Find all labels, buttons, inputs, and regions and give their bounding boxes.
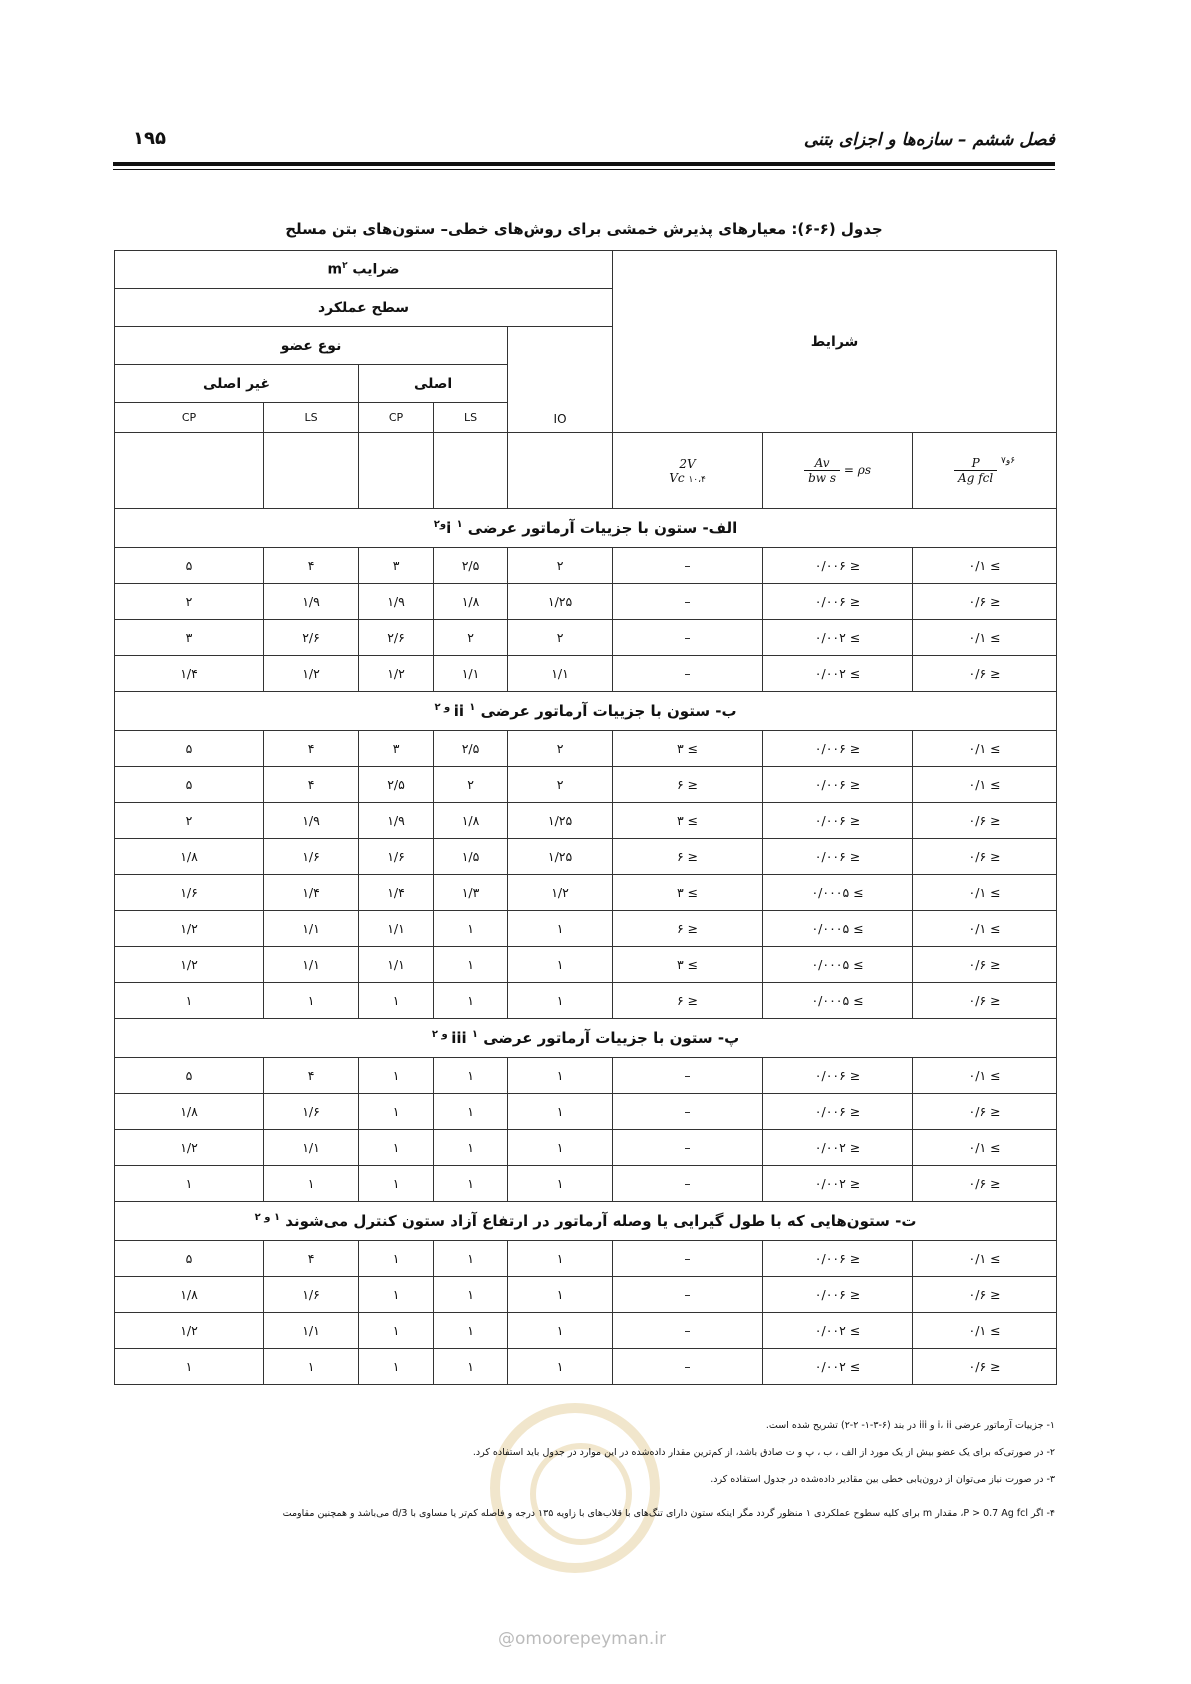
table-cell: ۱ (359, 1241, 434, 1277)
table-cell: ≥ ۰/۰۰۲ (763, 620, 913, 656)
table-cell: – (613, 584, 763, 620)
table-cell: ≤ ۰/۰۰۶ (763, 731, 913, 767)
table-cell: ۲/۵ (434, 548, 508, 584)
shear-ratio-header: 2V ۱۰،۴ Vc (613, 433, 763, 509)
empty-cell (115, 433, 264, 509)
table-cell: ۱/۶ (264, 1094, 359, 1130)
table-row (115, 548, 1057, 584)
table-cell: ۱ (508, 1130, 613, 1166)
table-cell: ≤ ۰/۶ (913, 1349, 1057, 1385)
table-cell: ۱/۶ (115, 875, 264, 911)
table-cell: ۱/۹ (264, 584, 359, 620)
rho-ratio-header: ρs = $\frac{Av}{\text{bw s}}$ (763, 433, 913, 509)
footnote: ۱- جزییات آرماتور عرضی i، ii و iii در بند (۶-۳-۱- ۲-۲) تشریح شده است. (765, 1420, 1055, 1431)
table-row (115, 839, 1057, 875)
table-cell: ۲ (508, 731, 613, 767)
table-cell: ۴ (264, 731, 359, 767)
table-cell: ۱ (359, 983, 434, 1019)
table-cell: – (613, 656, 763, 692)
section-row (115, 1019, 1057, 1058)
table-cell: ≤ ۶ (613, 911, 763, 947)
table-cell: ۱ (434, 983, 508, 1019)
table-cell: ≤ ۰/۰۰۲ (763, 1130, 913, 1166)
table-cell: ۱/۲ (115, 1313, 264, 1349)
table-cell: ۱ (359, 1058, 434, 1094)
table-cell: ≤ ۰/۰۰۶ (763, 1058, 913, 1094)
table-cell: ۱ (264, 983, 359, 1019)
table-cell: ۱ (434, 1094, 508, 1130)
table-cell: ۳ (115, 620, 264, 656)
table-row (115, 1058, 1057, 1094)
secondary-cp-header: CP (115, 403, 264, 433)
table-cell: ۱ (434, 947, 508, 983)
table-cell: ۱ (508, 911, 613, 947)
table-cell: ۳ (359, 548, 434, 584)
table-cell: ۵ (115, 731, 264, 767)
section-row (115, 1202, 1057, 1241)
table-cell: ≤ ۰/۶ (913, 983, 1057, 1019)
table-cell: ۱ (508, 1058, 613, 1094)
table-cell: ≥ ۰/۱ (913, 1241, 1057, 1277)
table-cell: ۲/۵ (434, 731, 508, 767)
member-type-header: نوع عضو (115, 327, 508, 365)
table-cell: ۱/۲ (508, 875, 613, 911)
table-row (115, 767, 1057, 803)
table-row (115, 1241, 1057, 1277)
table-cell: ۲/۵ (359, 767, 434, 803)
table-cell: ≥ ۰/۱ (913, 767, 1057, 803)
table-cell: ۱ (359, 1166, 434, 1202)
table-cell: – (613, 1277, 763, 1313)
table-cell: ≤ ۰/۶ (913, 1094, 1057, 1130)
table-row (115, 584, 1057, 620)
table-cell: ۲ (434, 767, 508, 803)
table-cell: ۱/۱ (434, 656, 508, 692)
table-cell: ۱/۲ (359, 656, 434, 692)
table-cell: ≤ ۰/۰۰۶ (763, 767, 913, 803)
section-title: ت- ستون‌هایی که با طول گیرایی یا وصله آرماتور در ارتفاع آزاد ستون کنترل می‌شوند $^{۱ و ۲}$ (115, 1202, 1057, 1241)
table-row (115, 947, 1057, 983)
table-cell: ۲ (508, 767, 613, 803)
table-cell: ۱/۵ (434, 839, 508, 875)
table-cell: ۱ (264, 1166, 359, 1202)
table-cell: ۱ (508, 983, 613, 1019)
table-cell: ۴ (264, 767, 359, 803)
table-cell: ۱ (359, 1277, 434, 1313)
table-cell: ۵ (115, 548, 264, 584)
footnote: ۳- در صورت نیاز می‌توان از درون‌یابی خطی بین مقادیر داده‌شده در جدول استفاده کرد. (710, 1474, 1055, 1485)
table-cell: ۱/۱ (264, 1130, 359, 1166)
table-cell: ۲ (115, 584, 264, 620)
table-cell: ≥ ۰/۰۰۰۵ (763, 875, 913, 911)
table-cell: ≤ ۰/۰۰۶ (763, 1094, 913, 1130)
chapter-title: فصل ششم – سازه‌ها و اجزای بتنی (803, 130, 1055, 150)
table-cell: ≤ ۰/۰۰۶ (763, 1277, 913, 1313)
table-cell: ۱/۶ (359, 839, 434, 875)
table-cell: ۱/۲ (115, 911, 264, 947)
table-cell: ≥ ۰/۰۰۰۵ (763, 947, 913, 983)
table-cell: ۱ (359, 1349, 434, 1385)
table-cell: ۱/۴ (115, 656, 264, 692)
table-cell: – (613, 1166, 763, 1202)
table-cell: ۱/۸ (434, 803, 508, 839)
table-cell: ≥ ۰/۱ (913, 1130, 1057, 1166)
table-cell: ۱/۸ (115, 839, 264, 875)
table-cell: – (613, 1313, 763, 1349)
secondary-header: غیر اصلی (115, 365, 359, 403)
primary-cp-header: CP (359, 403, 434, 433)
table-cell: ≤ ۰/۶ (913, 947, 1057, 983)
table-cell: ۴ (264, 548, 359, 584)
table-cell: ≥ ۳ (613, 947, 763, 983)
table-cell: ≥ ۳ (613, 803, 763, 839)
table-cell: ۱ (434, 1313, 508, 1349)
watermark-seal (490, 1403, 660, 1573)
section-title: پ- ستون با جزییات آرماتور عرضی iii $^{۱ و ۲}$ (115, 1019, 1057, 1058)
table-cell: ۱ (115, 1349, 264, 1385)
table-cell: ۱/۱ (264, 947, 359, 983)
table-cell: ۵ (115, 767, 264, 803)
table-cell: ≥ ۰/۱ (913, 911, 1057, 947)
primary-ls-header: LS (434, 403, 508, 433)
empty-cell (508, 433, 613, 509)
table-cell: ≤ ۶ (613, 767, 763, 803)
table-cell: ≤ ۰/۶ (913, 803, 1057, 839)
table-cell: ۱ (508, 1277, 613, 1313)
table-row (115, 983, 1057, 1019)
section-title: الف- ستون با جزییات آرماتور عرضی i $^{۱و۲}$ (115, 509, 1057, 548)
table-cell: ۱/۲۵ (508, 803, 613, 839)
table-cell: ۲/۶ (359, 620, 434, 656)
table-cell: ≤ ۰/۰۰۶ (763, 839, 913, 875)
table-cell: ≥ ۰/۱ (913, 548, 1057, 584)
table-cell: ۱ (264, 1349, 359, 1385)
table-cell: ۱ (359, 1094, 434, 1130)
table-cell: ≤ ۰/۰۰۶ (763, 584, 913, 620)
table-cell: ۱ (508, 1313, 613, 1349)
table-cell: ≤ ۰/۰۰۶ (763, 1241, 913, 1277)
table-cell: ۱ (508, 947, 613, 983)
table-cell: ۵ (115, 1241, 264, 1277)
table-cell: ۱/۹ (359, 584, 434, 620)
table-cell: ۱ (434, 1166, 508, 1202)
table-cell: ≤ ۰/۶ (913, 1166, 1057, 1202)
table-cell: ۱/۱ (359, 947, 434, 983)
table-row (115, 1130, 1057, 1166)
acceptance-table (114, 250, 1057, 1385)
table-cell: ≤ ۰/۰۰۲ (763, 1166, 913, 1202)
table-cell: ۱/۱ (264, 1313, 359, 1349)
table-cell: ۲ (434, 620, 508, 656)
header-rule-thick (113, 162, 1055, 166)
table-cell: ≤ ۰/۰۰۶ (763, 803, 913, 839)
table-cell: ۱ (359, 1130, 434, 1166)
table-cell: ۱ (508, 1349, 613, 1385)
table-cell: ۱ (508, 1166, 613, 1202)
table-cell: ≤ ۰/۶ (913, 584, 1057, 620)
section-row (115, 692, 1057, 731)
table-cell: ۳ (359, 731, 434, 767)
table-cell: – (613, 620, 763, 656)
table-cell: ≤ ۶ (613, 839, 763, 875)
table-cell: – (613, 1094, 763, 1130)
table-cell: ۱/۳ (434, 875, 508, 911)
header-rule-thin (113, 169, 1055, 170)
table-cell: ≤ ۰/۶ (913, 656, 1057, 692)
table-cell: ۴ (264, 1058, 359, 1094)
table-cell: ۱/۶ (264, 839, 359, 875)
table-cell: ۱ (434, 1130, 508, 1166)
table-cell: ۵ (115, 1058, 264, 1094)
io-header: IO (508, 327, 613, 433)
table-cell: ۱/۴ (264, 875, 359, 911)
table-cell: ≤ ۰/۶ (913, 839, 1057, 875)
table-row (115, 1349, 1057, 1385)
table-cell: ≥ ۳ (613, 875, 763, 911)
table-cell: ۲ (508, 620, 613, 656)
empty-cell (434, 433, 508, 509)
empty-cell (359, 433, 434, 509)
table-row (115, 1313, 1057, 1349)
table-cell: ۱/۱ (508, 656, 613, 692)
section-title: ب- ستون با جزییات آرماتور عرضی ii $^{۱ و ۲}$ (115, 692, 1057, 731)
table-cell: ≤ ۶ (613, 983, 763, 1019)
table-cell: – (613, 1241, 763, 1277)
table-cell: ≤ ۰/۰۰۶ (763, 548, 913, 584)
table-row (115, 656, 1057, 692)
table-cell: ≥ ۰/۰۰۲ (763, 1349, 913, 1385)
table-cell: ۱ (434, 1277, 508, 1313)
table-cell: ۲/۶ (264, 620, 359, 656)
table-cell: ۱/۸ (115, 1094, 264, 1130)
table-cell: ۲ (115, 803, 264, 839)
table-cell: ۱/۱ (359, 911, 434, 947)
table-cell: – (613, 548, 763, 584)
primary-header: اصلی (359, 365, 508, 403)
table-cell: ۱/۸ (115, 1277, 264, 1313)
table-row (115, 1166, 1057, 1202)
table-cell: ۱ (115, 983, 264, 1019)
table-cell: ۱ (115, 1166, 264, 1202)
table-row (115, 803, 1057, 839)
table-cell: ≥ ۰/۰۰۰۵ (763, 983, 913, 1019)
table-cell: ≥ ۳ (613, 731, 763, 767)
table-cell: ≥ ۰/۰۰۰۵ (763, 911, 913, 947)
table-row (115, 620, 1057, 656)
page-header (113, 126, 1055, 166)
page-number: ۱۹۵ (133, 128, 166, 149)
table-cell: ۱/۸ (434, 584, 508, 620)
section-row (115, 509, 1057, 548)
formula-row (115, 433, 1057, 509)
table-caption: جدول (۶-۶): معیارهای پذیرش خمشی برای روش‌های خطی– ستون‌های بتن مسلح (285, 220, 883, 238)
table-cell: ۱ (434, 911, 508, 947)
table-cell: ≥ ۰/۰۰۲ (763, 656, 913, 692)
table-row (115, 1094, 1057, 1130)
table-cell: ۱ (359, 1313, 434, 1349)
table-cell: ۱/۲ (115, 947, 264, 983)
table-cell: ۱/۲۵ (508, 584, 613, 620)
table-cell: ≥ ۰/۱ (913, 731, 1057, 767)
table-cell: ۱ (508, 1094, 613, 1130)
table-cell: ۱/۹ (264, 803, 359, 839)
site-watermark: @omoorepeyman.ir (498, 1629, 667, 1649)
table-cell: ۱ (434, 1241, 508, 1277)
table-cell: ۱ (434, 1058, 508, 1094)
table-cell: ۱/۱ (264, 911, 359, 947)
table-cell: ۱ (434, 1349, 508, 1385)
table-cell: ۱/۴ (359, 875, 434, 911)
table-cell: ۱/۲ (115, 1130, 264, 1166)
table-cell: ≥ ۰/۰۰۲ (763, 1313, 913, 1349)
footnote: ۴- اگر P > 0.7 Ag fcl، مقدار m برای کلیه سطوح عملکردی ۱ منظور گردد مگر اینکه ستون دارای تنگ‌های با قلاب‌های با زاویه ۱۳۵ درجه و فاصله کم‌تر یا مساوی با d/3 می‌باشد و همچنین مقاومت (282, 1508, 1055, 1519)
table-row (115, 731, 1057, 767)
empty-cell (264, 433, 359, 509)
performance-header: سطح عملکرد (115, 289, 613, 327)
table-cell: ۴ (264, 1241, 359, 1277)
table-row (115, 875, 1057, 911)
table-cell: ≥ ۰/۱ (913, 1313, 1057, 1349)
table-cell: ۱ (508, 1241, 613, 1277)
coef-header: ضرایب $m^۲$ (115, 251, 613, 289)
conditions-header: شرایط (613, 251, 1057, 433)
table-cell: ≥ ۰/۱ (913, 1058, 1057, 1094)
table-cell: ۱/۲۵ (508, 839, 613, 875)
table-cell: ۱/۶ (264, 1277, 359, 1313)
table-cell: ۲ (508, 548, 613, 584)
table-cell: ≥ ۰/۱ (913, 875, 1057, 911)
footnote: ۲- در صورتی‌که برای یک عضو بیش از یک مورد از الف ، ب ، پ و ت صادق باشد، از کم‌ترین مقدار داده‌شده در این موارد در جدول باید استفاده کرد. (472, 1447, 1055, 1458)
table-cell: ۱/۹ (359, 803, 434, 839)
secondary-ls-header: LS (264, 403, 359, 433)
axial-ratio-header: $^{۶و۷}$ $\frac{P}{\text{Ag fcl}}$ (913, 433, 1057, 509)
table-cell: – (613, 1058, 763, 1094)
table-cell: ≥ ۰/۱ (913, 620, 1057, 656)
table-row (115, 911, 1057, 947)
table-row (115, 1277, 1057, 1313)
table-cell: – (613, 1349, 763, 1385)
table-cell: ≤ ۰/۶ (913, 1277, 1057, 1313)
table-cell: ۱/۲ (264, 656, 359, 692)
table-cell: – (613, 1130, 763, 1166)
